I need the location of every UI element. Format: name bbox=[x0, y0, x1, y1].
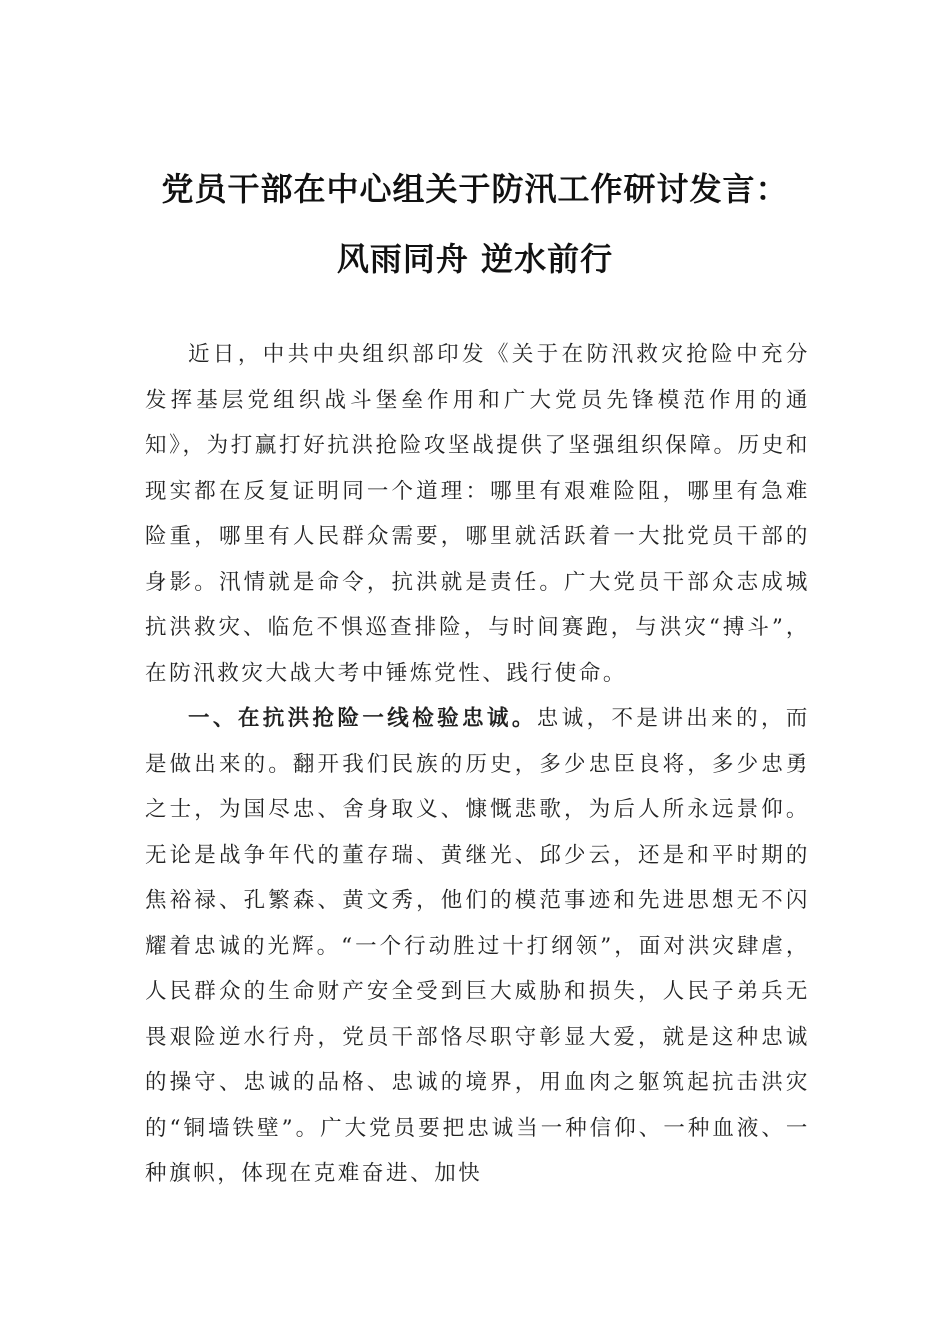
intro-paragraph bbox=[145, 332, 810, 696]
document-title-line-2: 风雨同舟 逆水前行 bbox=[336, 240, 614, 278]
section-one-paragraph bbox=[145, 696, 810, 1197]
intro-paragraph-text: 近日，中共中央组织部印发《关于在防汛救灾抢险中充分发挥基层党组织战斗堡垒作用和广大党员先锋模范作用的通知》，为打赢打好抗洪抢险攻坚战提供了坚强组织保障。历史和现实都在反复证明同一个道理：哪里有艰难险阻，哪里有急难险重，哪里有人民群众需要，哪里就活跃着一大批党员干部的身影。汛情就是命令，抗洪就是责任。广大党员干部众志成城抗洪救灾、临危不惧巡查排险，与时间赛跑，与洪灾“搏斗”，在防汛救灾大战大考中锤炼党性、践行使命。 bbox=[145, 342, 810, 686]
section-one-text: 忠诚，不是讲出来的，而是做出来的。翻开我们民族的历史，多少忠臣良将，多少忠勇之士，为国尽忠、舍身取义、慷慨悲歌，为后人所永远景仰。无论是战争年代的董存瑞、黄继光、邱少云，还是和平时期的焦裕禄、孔繁森、黄文秀，他们的模范事迹和先进思想无不闪耀着忠诚的光辉。“一个行动胜过十打纲领”，面对洪灾肆虐，人民群众的生命财产安全受到巨大威胁和损失，人民子弟兵无畏艰险逆水行舟，党员干部恪尽职守彰显大爱，就是这种忠诚的操守、忠诚的品格、忠诚的境界，用血肉之躯筑起抗击洪灾的“铜墙铁壁”。广大党员要把忠诚当一种信仰、一种血液、一种旗帜，体现在克难奋进、加快 bbox=[145, 706, 811, 1186]
document-title-line-1: 党员干部在中心组关于防汛工作研讨发言： bbox=[161, 170, 789, 208]
section-one-heading: 一、在抗洪抢险一线检验忠诚。 bbox=[188, 706, 537, 731]
document-body bbox=[145, 332, 810, 1197]
